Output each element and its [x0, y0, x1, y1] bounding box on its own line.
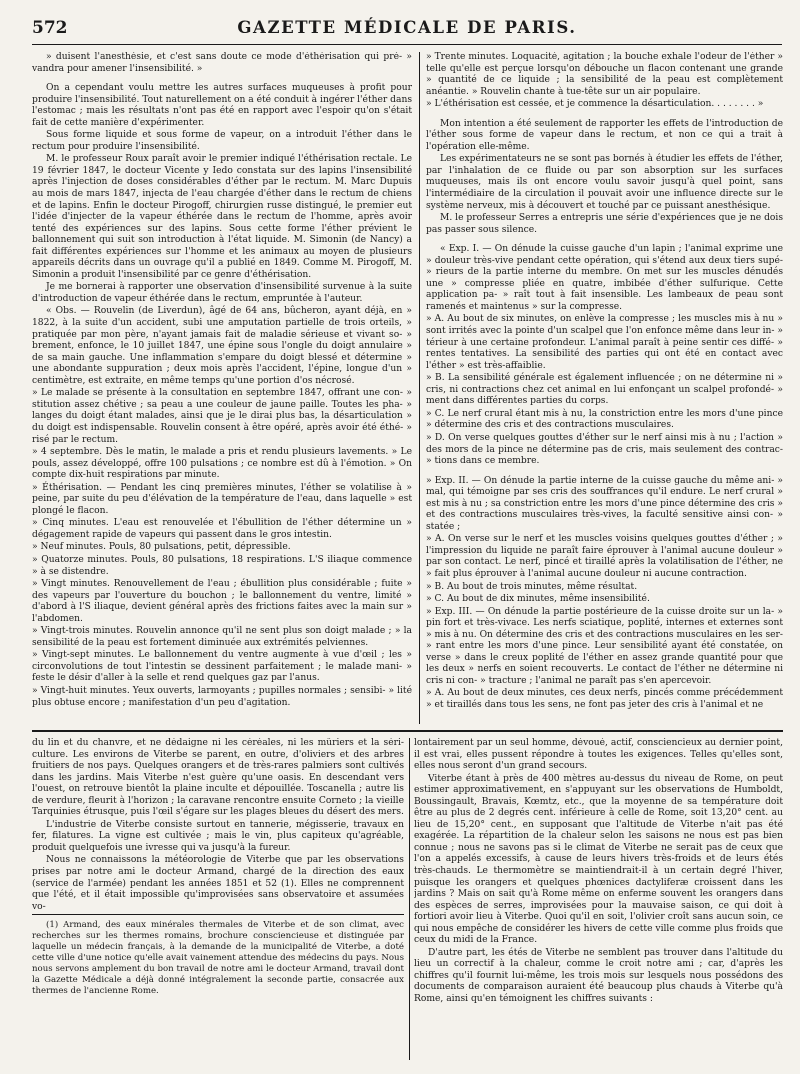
paragraph: D'autre part, les étés de Viterbe ne semblent pas trouver dans l'altitude du lieu un correctif à la chaleur, comme le croit notre ami ; car, d'après les chiffres qu'il fournit lui-même, les trois mois sur lesquels nous possédons des documents de comparaison auraient été beaucoup plus chauds à Viterbe qu'à Rome, ainsi qu'en témoignent les chiffres suivants : [414, 947, 783, 1005]
left-column [32, 52, 412, 722]
paragraph: Sous forme liquide et sous forme de vapeur, on a introduit l'éther dans le rectum pour produire l'insensibilité. [32, 130, 412, 152]
section-divider [32, 730, 783, 732]
observation-quote: » Vingt-trois minutes. Rouvelin annonce qu'il ne sent plus son doigt malade ; » la sensibilité de la peau est fortement diminuée aux extrémités pelviennes. [32, 626, 412, 648]
feuilleton-right-column [414, 738, 783, 1058]
column-divider [419, 52, 420, 724]
footnote-divider [32, 914, 404, 915]
experiment-quote: » B. Au bout de trois minutes, même résultat. [426, 581, 638, 592]
paragraph: L'industrie de Viterbe consiste surtout en tannerie, mégisserie, travaux en fer, filatures. La vigne est cultivée ; mais le vin, plus capiteux qu'agréable, produit quelquefois une ivresse qui va jusqu'à la fureur. [32, 819, 404, 853]
right-column [426, 52, 783, 722]
observation-quote: » L'éthérisation est cessée, et je commence la désarticulation. . . . . . . . » [426, 99, 764, 110]
experiment-quote: » C. Le nerf crural étant mis à nu, la constriction entre les mors d'une pince » détermine des cris et des contractions musculaires. [426, 408, 783, 431]
experiment-quote: » B. La sensibilité générale est également influencée ; on ne détermine ni » cris, ni contractions chez cet animal en lui enfonçant un scalpel profondé- » ment dans différentes parties du corps. [426, 373, 783, 407]
paragraph: du lin et du chanvre, et ne dédaigne ni les céréales, ni les mûriers et la séri- culture. Les environs de Viterbe se parent, en outre, d'oliviers et des arbres fruitiers de nos pays. Quelques orangers et de très-rares palmiers sont cultivés dans les jardins. Mais Viterbe n'est guère qu'une oasis. En descendant vers l'ouest, on retrouve bientôt la plaine inculte et dépouillée. Toscanella ; autre lis de verdure, fleurit à l'horizon ; la caravane rencontre ensuite Corneto ; la vieille Tarquinies étrusque, puis l'œil s'égare sur les plages bleues du désert des mers. [32, 738, 404, 818]
paragraph: M. le professeur Serres a entrepris une série d'expériences que je ne dois pas passer sous silence. [426, 213, 783, 235]
observation-quote: » Vingt minutes. Renouvellement de l'eau ; ébullition plus considérable ; fuite » des vapeurs par l'ouverture du bouchon ; le ballonnement du ventre, limité » d'abord à l'S iliaque, devient général après des frictions faites avec la main sur » l'abdomen. [32, 579, 412, 624]
feuilleton-left-column [32, 738, 404, 910]
paragraph: On a cependant voulu mettre les autres surfaces muqueuses à profit pour produire l'insensibilité. Tout naturellement on a été conduit à ingérer l'éther dans l'estomac ; mais les résultats n'ont pas été en rapport avec l'espoir qu'on s'était fait de cette manière d'expérimenter. [32, 83, 412, 128]
experiment-quote: » D. On verse quelques gouttes d'éther sur le nerf ainsi mis à nu ; l'action » des mors de la pince ne détermine pas de cris, mais seulement des contrac- » tions dans ce membre. [426, 432, 783, 467]
experiment-quote: » Exp. II. — On dénude la partie interne de la cuisse gauche du même ani- » mal, qui témoigne par ses cris des souffrances qu'il endure. Le nerf crural » est mis à nu ; sa constriction entre les mors d'une pince détermine des cris » et des contractions musculaires très-vives, la faculté sensitive ainsi con- » statée ; [426, 475, 783, 532]
paragraph: Nous ne connaissons la météorologie de Viterbe que par les observations prises par notre ami le docteur Armand, chargé de la direction des eaux (service de l'armée) pendant les années 1851 et 52 (1). Elles ne comprennent que l'été, et il était impossible qu'improvisées sans observatoire et assumées vo- [32, 855, 404, 910]
observation-quote: » Vingt-huit minutes. Yeux ouverts, larmoyants ; pupilles normales ; sensibi- » lité plus obtuse encore ; manifestation d'un peu d'agitation. [32, 685, 412, 708]
page-header [32, 18, 782, 45]
journal-title: GAZETTE MÉDICALE DE PARIS. [237, 18, 577, 37]
observation-quote: » 4 septembre. Dès le matin, le malade a pris et rendu plusieurs lavements. » Le pouls, assez développé, offre 100 pulsations ; ce nombre est dû à l'émotion. » On compte dix-huit respirations par minute. [32, 447, 412, 481]
page-number: 572 [32, 18, 68, 38]
observation-quote: » Vingt-sept minutes. Le ballonnement du ventre augmente à vue d'œil ; les » circonvolutions de tout l'intestin se dessinent parfaitement ; le malade mani- » feste le désir d'aller à la selle et rend quelques gaz par l'anus. [32, 650, 412, 684]
experiment-quote: » A. Au bout de deux minutes, ces deux nerfs, pincés comme précédemment » et tiraillés dans tous les sens, ne font pas jeter des cris à l'animal et ne [426, 688, 783, 710]
observation-quote: « Obs. — Rouvelin (de Liverdun), âgé de 64 ans, bûcheron, ayant déjà, en » 1822, à la suite d'un accident, subi une amputation partielle de trois orteils, » pratiquée par mon père, n'ayant jamais fait de maladie sérieuse et vivant so- » brement, enfonce, le 10 juillet 1847, une épine sous l'ongle du doigt annulaire » de sa main gauche. Une inflammation s'empare du doigt blessé et détermine » une abondante suppuration ; deux mois après l'accident, l'épine, longue d'un » centimètre, est extraite, en même temps qu'une portion d'os nécrosé. [32, 306, 412, 386]
paragraph: Les expérimentateurs ne se sont pas bornés à étudier les effets de l'éther, par l'inhalation de ce fluide ou par son absorption sur les surfaces muqueuses, mais ils ont encore voulu savoir jusqu'à quel point, sans l'intermédiaire de la circulation il pouvait avoir une influence directe sur le système nerveux, mis à découvert et touché par ce puissant anesthésique. [426, 154, 783, 211]
observation-quote: » Neuf minutes. Pouls, 80 pulsations, petit, dépressible. [32, 542, 291, 553]
paragraph: lontairement par un seul homme, dévoué, actif, consciencieux au dernier point, il est vrai, elles pussent répondre à toutes les exigences. Telles qu'elles sont, elles nous seront d'un grand secours. [414, 738, 783, 772]
paragraph: Je me bornerai à rapporter une observation d'insensibilité survenue à la suite d'introduction de vapeur éthérée dans le rectum, empruntée à l'auteur. [32, 282, 412, 304]
footnote-text: (1) Armand, des eaux minérales thermales de Viterbe et de son climat, avec recherches sur les thermes romains, brochure consciencieuse et distinguée par laquelle un médecin français, à la demande de la municipalité de Viterbe, a doté cette ville d'une notice qu'elle avait vainement attendue des médecins du pays. Nous nous servons amplement du bon travail de notre ami le docteur Armand, travail dont la Gazette Médicale a déjà donné intégralement la seconde partie, consacrée aux thermes de l'ancienne Rome. [32, 920, 404, 996]
experiment-quote: » A. On verse sur le nerf et les muscles voisins quelques gouttes d'éther ; » l'impression du liquide ne paraît faire éprouver à l'animal aucune douleur » par son contact. Le nerf, pincé et tiraillé après la volatilisation de l'éther, ne » fait plus éprouver à l'animal aucune douleur ni aucune contraction. [426, 534, 783, 579]
paragraph: M. le professeur Roux paraît avoir le premier indiqué l'éthérisation rectale. Le 19 février 1847, le docteur Vicente y Iedo constata sur des lapins l'insensibilité après l'injection de doses considérables d'éther par le rectum. M. Marc Dupuis au mois de mars 1847, injecta de l'eau chargée d'éther dans le rectum de chiens et de lapins. Enfin le docteur Pirogoff, chirurgien russe distingué, le premier eut l'idée d'injecter de la vapeur éthérée dans le rectum de l'homme, après avoir tenté des expériences sur des lapins. Sous cette forme l'éther prévient le ballonnement qui suit son introduction à l'état liquide. M. Simonin (de Nancy) a fait différentes expériences sur l'homme et les animaux au moyen de plusieurs appareils décrits dans un ouvrage qu'il a publié en 1849. Comme M. Pirogoff, M. Simonin a produit l'insensibilité par ce genre d'éthérisation. [32, 154, 412, 280]
experiment-quote: » A. Au bout de six minutes, on enlève la compresse ; les muscles mis à nu » sont irrités avec la pointe d'un scalpel que l'on enfonce même dans leur in- » térieur à une certaine profondeur. L'animal paraît à peine sentir ces diffé- » rentes tentatives. La sensibilité des parties qui ont été en contact avec l'éther » est très-affaiblie. [426, 314, 783, 371]
paragraph: Mon intention a été seulement de rapporter les effets de l'introduction de l'éther sous forme de vapeur dans le rectum, et non ce qui a trait à l'opération elle-même. [426, 118, 783, 152]
experiment-quote: « Exp. I. — On dénude la cuisse gauche d'un lapin ; l'animal exprime une » douleur très-vive pendant cette opération, qui s'étend aux deux tiers supé- » rieurs de la partie interne du membre. On met sur les muscles dénudés une » compresse pliée en quatre, imbibée d'éther sulfurique. Cette application pa- » raît tout à fait insensible. Les lambeaux de peau sont ramenés et maintenus » sur la compresse. [426, 244, 783, 312]
footnote [32, 920, 404, 1060]
experiment-quote: » C. Au bout de dix minutes, même insensibilité. [426, 594, 650, 605]
column-divider [409, 738, 410, 1060]
experiment-quote: » Exp. III. — On dénude la partie postérieure de la cuisse droite sur un la- » pin fort et très-vivace. Les nerfs sciatique, poplité, internes et externes sont » mis à nu. On détermine des cris et des contractions musculaires en les ser- » rant entre les mors d'une pince. Leur sensibilité ayant été constatée, on verse » dans le creux poplité de l'éther en assez grande quantité pour que les deux » nerfs en soient recouverts. Le contact de l'éther ne détermine ni cris ni con- » tracture ; l'animal ne paraît pas s'en apercevoir. [426, 606, 783, 686]
observation-quote: » Éthérisation. — Pendant les cinq premières minutes, l'éther se volatilise à » peine, par suite du peu d'élévation de la température de l'eau, dans laquelle » est plongé le flacon. [32, 482, 412, 516]
observation-quote: » Trente minutes. Loquacité, agitation ; la bouche exhale l'odeur de l'éther » telle qu'elle est perçue lorsqu'on débouche un flacon contenant une grande » quantité de ce liquide ; la sensibilité de la peau est complètement anéantie. » Rouvelin chante à tue-tête sur un air populaire. [426, 52, 783, 97]
observation-quote: » Le malade se présente à la consultation en septembre 1847, offrant une con- » stitution assez chétive ; sa peau a une couleur de jaune paille. Toutes les pha- » langes du doigt étant malades, ainsi que je le dirai plus bas, la désarticulation » du doigt est indispensable. Rouvelin consent à être opéré, après avoir été éthé- » risé par le rectum. [32, 388, 412, 445]
observation-quote: » Cinq minutes. L'eau est renouvelée et l'ébullition de l'éther détermine un » dégagement rapide de vapeurs qui passent dans le gros intestin. [32, 518, 412, 540]
paragraph: » duisent l'anesthésie, et c'est sans doute ce mode d'éthérisation qui pré- » vandra pour amener l'insensibilité. » [32, 52, 412, 74]
paragraph: Viterbe étant à près de 400 mètres au-dessus du niveau de Rome, on peut estimer approximativement, en s'appuyant sur les observations de Humboldt, Boussingault, Bravais, Kœmtz, etc., que la moyenne de sa température doit être au plus de 2 degrés cent. inférieure à celle de Rome, soit 13,20° cent. au lieu de 15,20° cent., en supposant que l'altitude de Viterbe n'ait pas été exagérée. La répartition de la chaleur selon les saisons ne nous est pas bien connue ; nous ne savons pas si le climat de Viterbe ne serait pas de ceux que l'on a appelés excessifs, à cause de leurs hivers très-froids et de leurs étés très-chauds. Le thermomètre se maintiendrait-il à un certain degré l'hiver, puisque les orangers et quelques phœnices dactyliferæ croissent dans les jardins ? Mais on sait qu'à Rome même on enferme souvent les orangers dans des espèces de serres, improvisées pour la mauvaise saison, ce qui doit à fortiori avoir lieu à Viterbe. Quoi qu'il en soit, l'olivier croît sans aucun soin, ce qui nous empêche de considérer les hivers de cette ville comme plus froids que ceux du midi de la France. [414, 773, 783, 946]
observation-quote: » Quatorze minutes. Pouls, 80 pulsations, 18 respirations. L'S iliaque commence » à se distendre. [32, 554, 412, 577]
